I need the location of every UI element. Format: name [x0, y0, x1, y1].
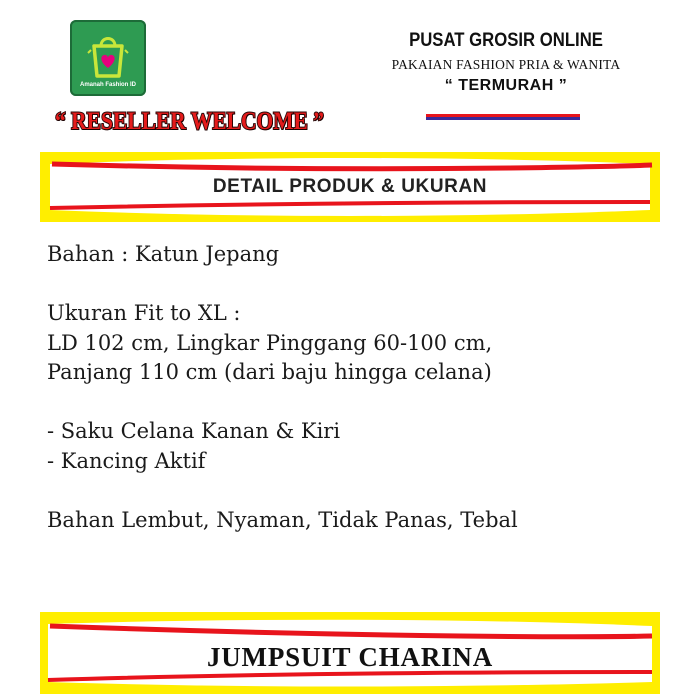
reseller-welcome-text: “ RESELLER WELCOME ” [55, 108, 325, 135]
size-line-1: LD 102 cm, Lingkar Pinggang 60-100 cm, [47, 330, 493, 355]
section-banner [40, 152, 660, 222]
header-title: PUSAT GROSIR ONLINE [409, 30, 603, 51]
product-name: JUMPSUIT CHARINA [206, 642, 494, 672]
size-line-2: Panjang 110 cm (dari baju hingga celana) [47, 360, 492, 384]
section-title: DETAIL PRODUK & UKURAN [212, 176, 488, 197]
tagline-underline-purple [426, 117, 580, 120]
logo-text: Amanah Fashion ID [79, 82, 136, 88]
product-name-banner [40, 612, 660, 694]
header-subtitle: PAKAIAN FASHION PRIA & WANITA [391, 57, 621, 72]
summary-line: Bahan Lembut, Nyaman, Tidak Panas, Tebal [47, 507, 518, 532]
product-details [47, 240, 667, 535]
material-line: Bahan : Katun Jepang [47, 242, 280, 266]
header-block [386, 30, 626, 95]
size-title: Ukuran Fit to XL : [47, 301, 241, 325]
brand-logo [70, 20, 146, 96]
feature-item: - Kancing Aktif [47, 448, 206, 473]
feature-item: - Saku Celana Kanan & Kiri [47, 419, 341, 443]
header-tagline: “ TERMURAH ” [444, 77, 568, 94]
